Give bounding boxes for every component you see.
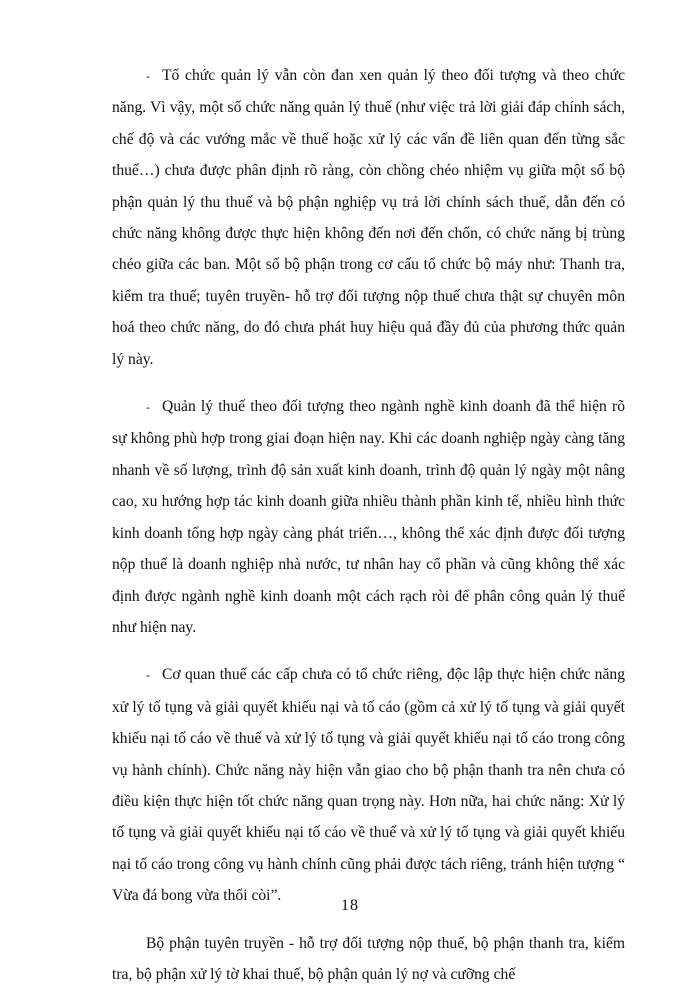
bullet-dash: - [146, 400, 150, 415]
paragraph-3 [112, 659, 625, 911]
paragraph-text: Cơ quan thuế các cấp chưa có tổ chức riêng, độc lập thực hiện chức năng xử lý tố tụng và giải quyết khiếu nại và tố cáo (gồm cả xử lý tố tụng và giải quyết khiếu nại tố cáo về thuế và xử lý tố tụng và giải quyết khiếu nại tố cáo trong công vụ hành chính). Chức năng này hiện vẫn giao cho bộ phận thanh tra nên chưa có điều kiện thực hiện tốt chức năng quan trọng này. Hơn nữa, hai chức năng: Xử lý tố tụng và giải quyết khiếu nại tố cáo về thuế và xử lý tố tụng và giải quyết khiếu nại tố cáo trong công vụ hành chính cũng phải được tách riêng, tránh hiện tượng “ Vừa đá bong vừa thổi còi”. [112, 666, 625, 905]
paragraph-text: Tổ chức quản lý vẫn còn đan xen quản lý theo đối tượng và theo chức năng. Vì vậy, một số chức năng quản lý thuế (như việc trả lời giải đáp chính sách, chế độ và các vướng mắc về thuế hoặc xử lý các vấn đề liên quan đến từng sắc thuế…) chưa được phân định rõ ràng, còn chồng chéo nhiệm vụ giữa một số bộ phận quản lý thu thuế và bộ phận nghiệp vụ trả lời chính sách thuế, dẫn đến có chức năng không được thực hiện không đến nơi đến chốn, có chức năng bị trùng chéo giữa các ban. Một số bộ phận trong cơ cấu tổ chức bộ máy như: Thanh tra, kiểm tra thuế; tuyên truyền- hỗ trợ đối tượng nộp thuế chưa thật sự chuyên môn hoá theo chức năng, do đó chưa phát huy hiệu quả đầy đủ của phương thức quản lý này. [112, 67, 625, 368]
paragraph-4 [112, 928, 625, 991]
paragraph-1 [112, 60, 625, 375]
page-number: 18 [341, 897, 359, 914]
bullet-dash: - [146, 69, 150, 83]
bullet-dash: - [146, 668, 150, 683]
paragraph-text: Quản lý thuế theo đối tượng theo ngành nghề kinh doanh đã thể hiện rõ sự không phù hợp trong giai đoạn hiện nay. Khi các doanh nghiệp ngày càng tăng nhanh về số lượng, trình độ sản xuất kinh doanh, trình độ quản lý ngày một nâng cao, xu hướng hợp tác kinh doanh giữa nhiều thành phần kinh tế, nhiều hình thức kinh doanh tổng hợp ngày càng phát triển…, không thể xác định được đối tượng nộp thuế là doanh nghiệp nhà nước, tư nhân hay cổ phần và cũng không thể xác định được ngành nghề kinh doanh một cách rạch ròi để phân công quản lý thuế như hiện nay. [112, 398, 625, 636]
paragraph-2 [112, 391, 625, 643]
document-body [112, 60, 625, 1006]
paragraph-text: Bộ phận tuyên truyền - hỗ trợ đối tượng nộp thuế, bộ phận thanh tra, kiểm tra, bộ phận xử lý tờ khai thuế, bộ phận quản lý nợ và cưỡng chế [112, 934, 625, 983]
